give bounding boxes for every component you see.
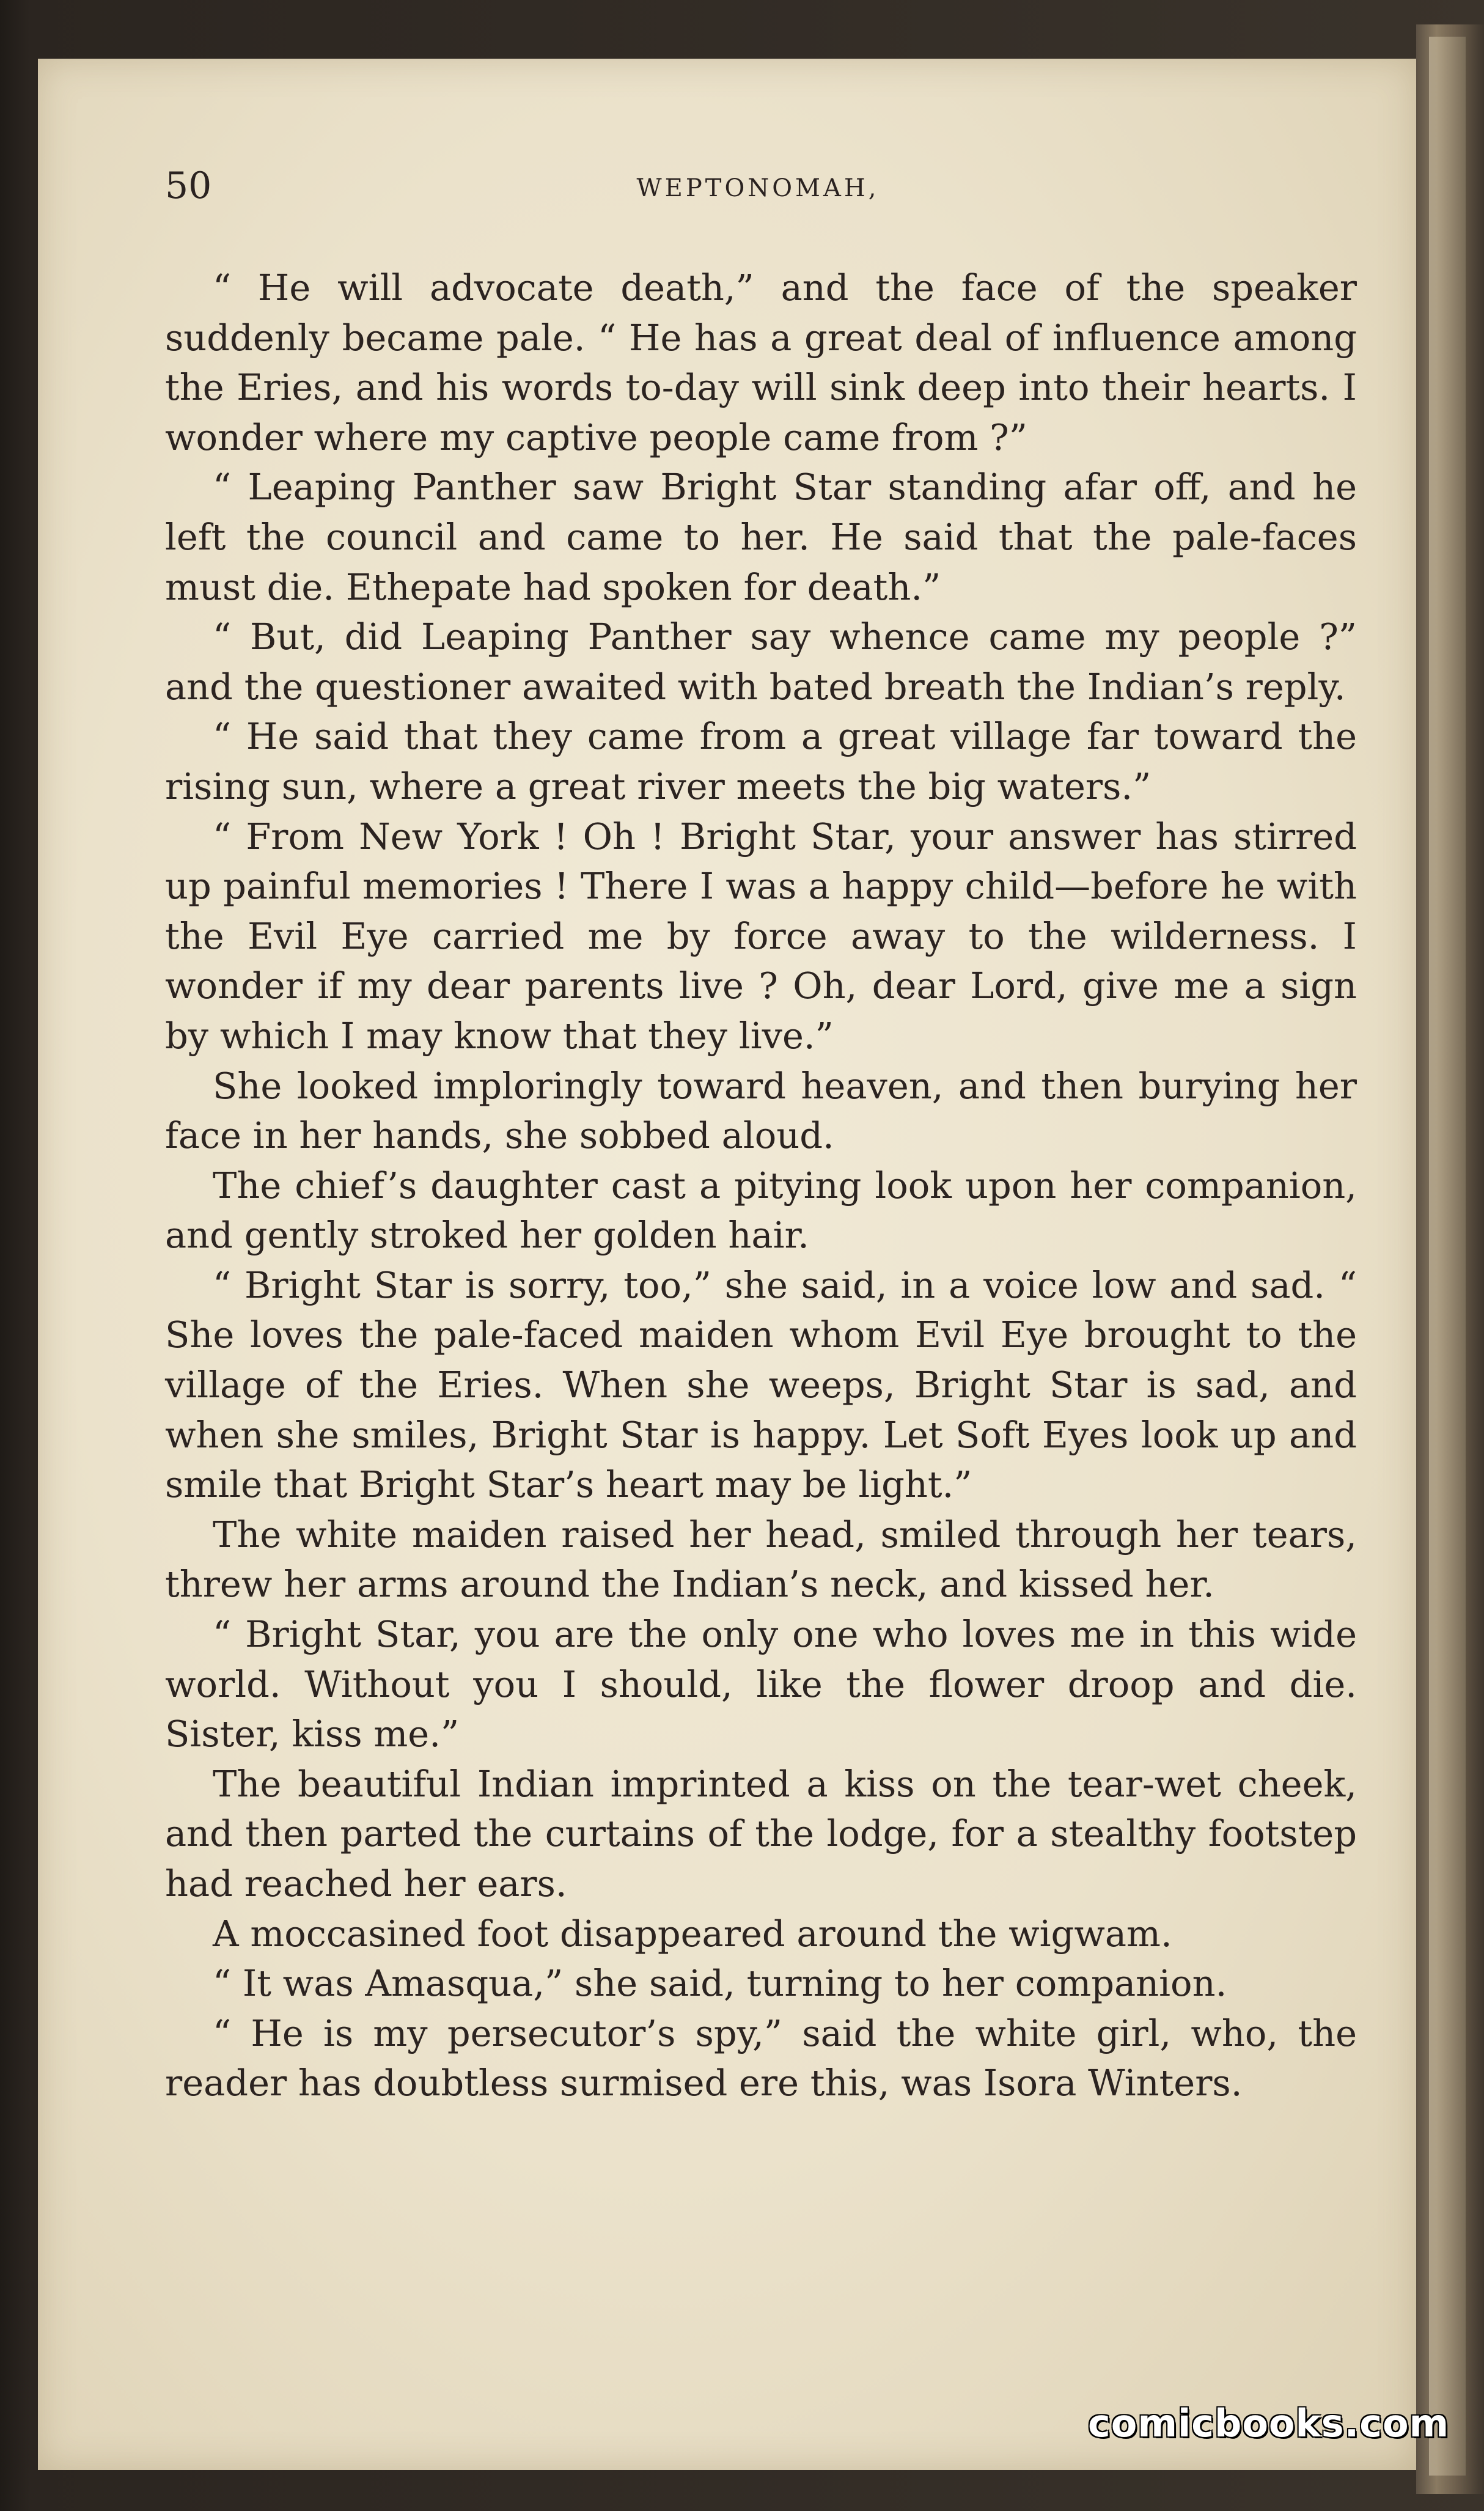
paragraph: “ He will advocate death,” and the face of the speaker suddenly became pale. “ He has a great deal of influence among the Eries, and his words to-day will sink deep into their hearts. I wonder where my captive people came from ?” — [165, 267, 1357, 458]
watermark: comicbooks.com — [1088, 2401, 1450, 2446]
paragraph: She looked imploringly toward heaven, and then burying her face in her hands, she sobbed aloud. — [165, 1064, 1357, 1157]
paragraph: The beautiful Indian imprinted a kiss on the tear-wet cheek, and then parted the curtains of the lodge, for a stealthy footstep had reached her ears. — [165, 1762, 1357, 1905]
paragraph: The white maiden raised her head, smiled through her tears, threw her arms around the Indian’s neck, and kissed her. — [165, 1513, 1357, 1606]
paragraph: “ From New York ! Oh ! Bright Star, your answer has stirred up painful memories ! There I was a happy child—before he with the Evil Eye carried me by force away to the wilderness. I wonder if my dear parents live ? Oh, dear Lord, give me a sign by which I may know that they live.” — [165, 815, 1357, 1057]
paragraph: A moccasined foot disappeared around the wigwam. — [213, 1912, 1172, 1955]
paragraph: The chief’s daughter cast a pitying look upon her companion, and gently stroked her golden hair. — [165, 1164, 1357, 1257]
page-stack-edge — [1429, 37, 1466, 2476]
paragraph: “ It was Amasqua,” she said, turning to her companion. — [213, 1962, 1227, 2005]
paragraph: “ He is my persecutor’s spy,” said the white girl, who, the reader has doubtless surmised ere this, was Isora Winters. — [165, 2012, 1357, 2105]
paragraph: “ Leaping Panther saw Bright Star standing afar off, and he left the council and came to her. He said that the pale-faces must die. Ethepate had spoken for death.” — [165, 466, 1357, 608]
page-number: 50 — [165, 164, 212, 207]
page-header — [165, 161, 1351, 210]
paragraph: “ But, did Leaping Panther say whence came my people ?” and the questioner awaited with bated breath the Indian’s reply. — [165, 616, 1357, 708]
body-text — [165, 263, 1357, 2108]
paragraph: “ Bright Star, you are the only one who loves me in this wide world. Without you I should, like the flower droop and die. Sister, kiss me.” — [165, 1613, 1357, 1755]
running-head: WEPTONOMAH, — [636, 174, 880, 202]
paragraph: “ Bright Star is sorry, too,” she said, in a voice low and sad. “ She loves the pale-faced maiden whom Evil Eye brought to the village of the Eries. When she weeps, Bright Star is sad, and when she smiles, Bright Star is happy. Let Soft Eyes look up and smile that Bright Star’s heart may be light.” — [165, 1263, 1357, 1506]
paragraph: “ He said that they came from a great village far toward the rising sun, where a great river meets the big waters.” — [165, 715, 1357, 807]
